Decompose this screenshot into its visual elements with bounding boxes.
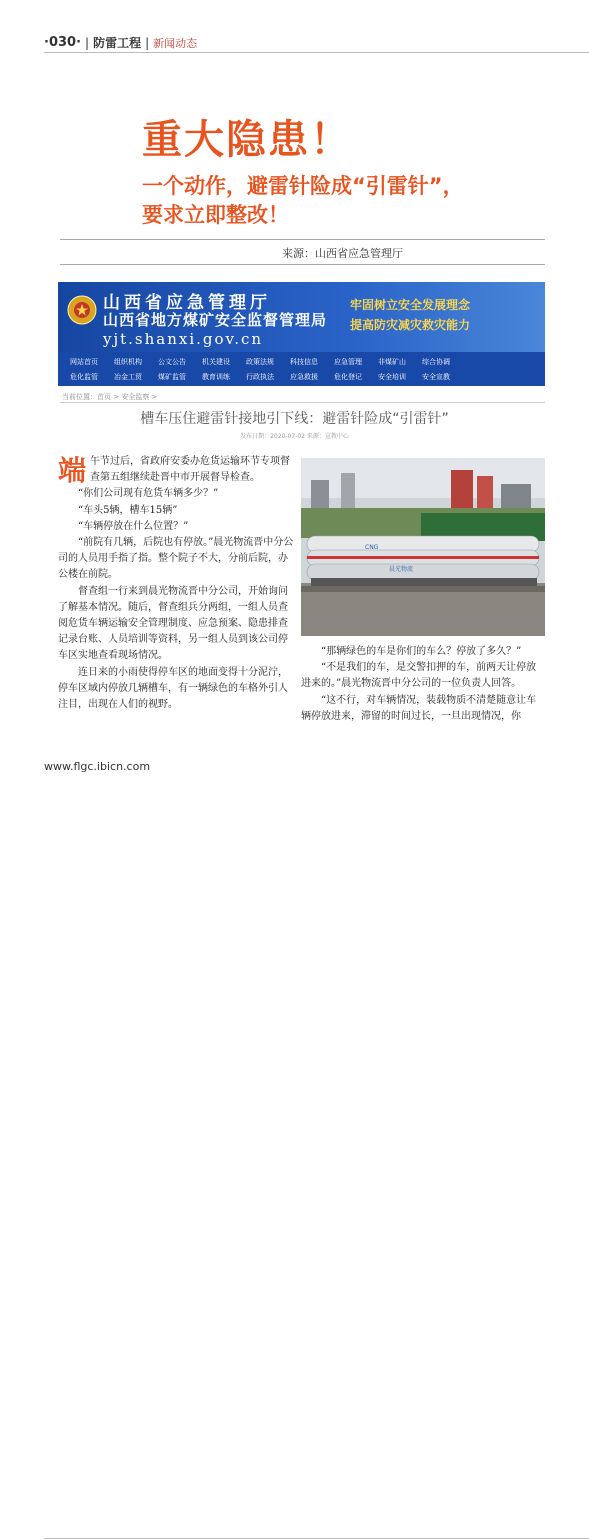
tank-label: CNG — [365, 544, 379, 551]
divider: | — [145, 35, 150, 50]
paragraph: “那辆绿色的车是你们的车么？停放了多久？” — [321, 646, 522, 657]
nav-item[interactable]: 应急管理 — [334, 358, 362, 366]
paragraph: “这不行，对车辆情况，装载物质不清楚随意让车辆停放进来，滞留的时间过长，一旦出现情况，你 — [301, 694, 537, 722]
nav-item[interactable]: 公文公告 — [158, 358, 186, 366]
page-footer — [44, 760, 150, 773]
body-right-column — [301, 644, 545, 725]
nav-item[interactable]: 网站首页 — [70, 358, 98, 366]
nav-item[interactable]: 安全培训 — [378, 373, 406, 381]
paragraph: “不是我们的车，是交警扣押的车，前两天让停放进来的。”晨光物流晋中分公司的一位负责人回答。 — [301, 662, 537, 690]
nav-item[interactable]: 应急救援 — [290, 373, 318, 381]
magazine-name: 防雷工程 — [93, 36, 142, 50]
nav-item[interactable]: 煤矿监管 — [158, 373, 186, 381]
nav-item[interactable]: 行政执法 — [246, 373, 274, 381]
paragraph: “你们公司现有危货车辆多少？” — [78, 488, 219, 500]
website-banner — [58, 282, 545, 352]
slogan-1: 牢固树立安全发展理念 — [350, 298, 471, 312]
tanker-photo — [301, 458, 545, 636]
paragraph: 连日来的小雨使得停车区的地面变得十分泥泞，停车区域内停放几辆槽车，有一辆绿色的车格外引人注目，出现在人们的视野。 — [58, 666, 288, 711]
body-left-column — [58, 454, 294, 713]
paragraph-text: 午节过后，省政府安委办危货运输环节专项督查第五组继续赴晋中市开展督导检查。 — [90, 456, 291, 484]
nav-item[interactable]: 科技信息 — [290, 358, 318, 366]
tank-brand: 晨光物流 — [389, 566, 414, 573]
slogan-2: 提高防灾减灾救灾能力 — [350, 318, 471, 332]
nav-item[interactable]: 危化登记 — [334, 373, 362, 381]
nav-item[interactable]: 危化监管 — [70, 373, 98, 381]
breadcrumb: 当前位置：首页 > 安全监察 > — [62, 393, 158, 401]
source-rule-top — [60, 239, 545, 240]
header-rule — [44, 52, 589, 53]
source-credit: 来源：山西省应急管理厅 — [282, 247, 403, 260]
page-header — [44, 34, 197, 51]
nav-row-2 — [62, 372, 458, 382]
footer-url[interactable]: www.flgc.ibicn.com — [44, 760, 151, 773]
nav-item[interactable]: 冶金工贸 — [114, 373, 142, 381]
website-domain: yjt.shanxi.gov.cn — [103, 330, 264, 348]
national-emblem-icon — [66, 292, 98, 332]
paragraph: “前院有几辆，后院也有停放。”晨光物流晋中分公司的人员用手指了指。整个院子不大，分前后院，办公楼在前院。 — [58, 537, 294, 581]
paragraph: “车头5辆，槽车15辆” — [78, 504, 178, 516]
nav-item[interactable]: 非煤矿山 — [378, 358, 406, 366]
article-meta: 发布日期：2020-07-02 来源：宣教中心 — [240, 433, 349, 440]
nav-item[interactable]: 组织机构 — [114, 358, 142, 366]
dept-name-1: 山西省应急管理厅 — [103, 293, 271, 313]
headline-sub-1: 一个动作，避雷针险成“引雷针”， — [142, 174, 464, 198]
section-name: 新闻动态 — [153, 36, 198, 50]
nav-row-1 — [62, 357, 458, 367]
divider: | — [85, 35, 90, 50]
nav-item[interactable]: 综合协调 — [422, 358, 450, 366]
nav-item[interactable]: 安全宣教 — [422, 373, 450, 381]
page-number: ·030· — [44, 35, 82, 50]
headline-main: 重大隐患！ — [142, 117, 352, 163]
dept-name-2: 山西省地方煤矿安全监督管理局 — [103, 311, 328, 329]
paragraph: “车辆停放在什么位置？” — [78, 520, 189, 532]
website-nav — [58, 352, 545, 386]
nav-item[interactable]: 政策法规 — [246, 358, 274, 366]
source-rule-bottom — [60, 264, 545, 265]
drop-cap: 端 — [58, 454, 87, 487]
headline-sub-2: 要求立即整改！ — [142, 203, 289, 227]
nav-item[interactable]: 教育训练 — [202, 373, 230, 381]
breadcrumb-rule — [60, 402, 545, 403]
paragraph: 督查组一行来到晨光物流晋中分公司，开始询问了解基本情况。随后，督查组兵分两组，一组人员查阅危货车辆运输安全管理制度、应急预案、隐患排查记录台账、人员培训等资料，另一组人员到该公司停车区实地查看现场情况。 — [58, 585, 288, 662]
website-screenshot — [58, 282, 545, 392]
paragraph — [58, 454, 294, 486]
nav-item[interactable]: 机关建设 — [202, 358, 230, 366]
article-title: 槽车压住避雷针接地引下线：避雷针险成“引雷针” — [140, 411, 449, 427]
